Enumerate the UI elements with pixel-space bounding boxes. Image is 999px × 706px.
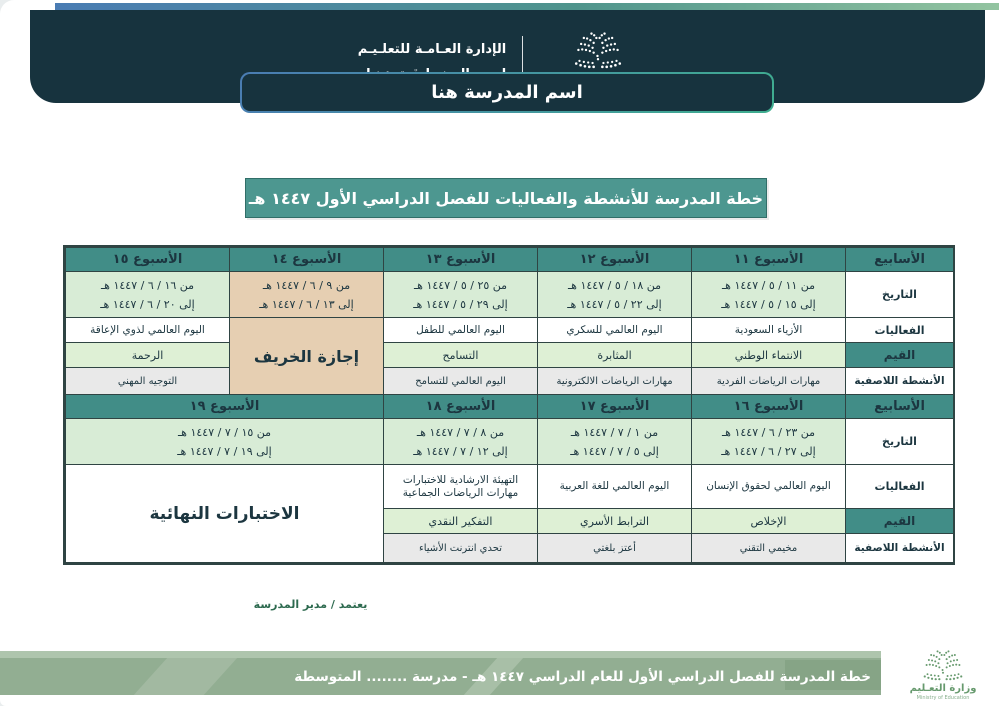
date-cell-week19 xyxy=(66,419,384,465)
date-to: إلى ١٩ / ٧ / ١٤٤٧ هـ xyxy=(177,444,272,458)
week-header-12: الأسبوع ١٢ xyxy=(538,248,692,272)
value-cell-week13: التسامح xyxy=(384,343,538,368)
week-header-14: الأسبوع ١٤ xyxy=(230,248,384,272)
date-to: إلى ١٢ / ٧ / ١٤٤٧ هـ xyxy=(413,444,508,458)
footer-ministry-name-ar: وزارة التعـليم xyxy=(909,683,977,694)
ministry-logo-dots-icon xyxy=(565,32,631,69)
date-cell-week13 xyxy=(384,272,538,318)
value-cell-week17: الترابط الأسري xyxy=(538,509,692,534)
plan-table-frame xyxy=(63,245,955,565)
week-header-16: الأسبوع ١٦ xyxy=(692,395,846,419)
row-label-extracurricular: الأنشطة اللاصفية xyxy=(846,368,954,395)
date-from: من ٢٣ / ٦ / ١٤٤٧ هـ xyxy=(721,425,816,439)
event-line-1: التهيئة الارشادية للاختبارات xyxy=(402,473,519,486)
date-from: من ١٥ / ٧ / ١٤٤٧ هـ xyxy=(177,425,272,439)
activity-cell-week16: مخيمي التقني xyxy=(692,534,846,563)
footer-band xyxy=(0,658,881,695)
admin-title: الإدارة العـامـة للتعلـيـم xyxy=(357,42,507,57)
row-label-weeks-2: الأسابيع xyxy=(846,395,954,419)
top-accent-strip xyxy=(55,3,999,10)
row-label-events-2: الفعاليات xyxy=(846,465,954,509)
event-cell-week18 xyxy=(384,465,538,509)
week-header-17: الأسبوع ١٧ xyxy=(538,395,692,419)
week-header-15: الأسبوع ١٥ xyxy=(66,248,230,272)
footer-ministry-name-en: Ministry of Education xyxy=(916,695,970,701)
footer-diagonal-decoration xyxy=(127,658,242,695)
date-from: من ٩ / ٦ / ١٤٤٧ هـ xyxy=(262,278,351,292)
date-to: إلى ٢٩ / ٥ / ١٤٤٧ هـ xyxy=(413,297,508,311)
event-cell-week15: اليوم العالمي لذوي الإعاقة xyxy=(66,318,230,343)
date-from: من ٨ / ٧ / ١٤٤٧ هـ xyxy=(416,425,505,439)
footer-ministry-logo xyxy=(893,650,993,701)
date-from: من ١٨ / ٥ / ١٤٤٧ هـ xyxy=(567,278,662,292)
activity-cell-week17: أعتز بلغتي xyxy=(538,534,692,563)
date-from: من ٢٥ / ٥ / ١٤٤٧ هـ xyxy=(413,278,508,292)
signature: يعتمد / مدير المدرسة xyxy=(253,598,368,611)
row-label-weeks: الأسابيع xyxy=(846,248,954,272)
activity-cell-week12: مهارات الرياضات الالكترونية xyxy=(538,368,692,395)
date-from: من ١١ / ٥ / ١٤٤٧ هـ xyxy=(721,278,816,292)
week-header-18: الأسبوع ١٨ xyxy=(384,395,538,419)
date-to: إلى ٢٧ / ٦ / ١٤٤٧ هـ xyxy=(721,444,816,458)
footer-text: خطة المدرسة للفصل الدراسي الأول للعام الدراسي ١٤٤٧ هـ - مدرسة ........ المتوسطة xyxy=(294,668,871,685)
date-to: إلى ٢٢ / ٥ / ١٤٤٧ هـ xyxy=(567,297,662,311)
activity-cell-week11: مهارات الرياضات الفردية xyxy=(692,368,846,395)
row-label-values: القيم xyxy=(846,343,954,368)
value-cell-week18: التفكير النقدي xyxy=(384,509,538,534)
event-cell-week12: اليوم العالمي للسكري xyxy=(538,318,692,343)
autumn-break-cell: إجازة الخريف xyxy=(230,318,384,395)
value-cell-week11: الانتماء الوطني xyxy=(692,343,846,368)
event-cell-week11: الأزياء السعودية xyxy=(692,318,846,343)
final-exams-cell: الاختبارات النهائية xyxy=(66,465,384,563)
row-label-events: الفعاليات xyxy=(846,318,954,343)
value-cell-week15: الرحمة xyxy=(66,343,230,368)
row-label-values-2: القيم xyxy=(846,509,954,534)
date-to: إلى ١٣ / ٦ / ١٤٤٧ هـ xyxy=(259,297,354,311)
date-from: من ١٦ / ٦ / ١٤٤٧ هـ xyxy=(100,278,195,292)
activity-cell-week18: تحدي انترنت الأشياء xyxy=(384,534,538,563)
date-from: من ١ / ٧ / ١٤٤٧ هـ xyxy=(570,425,659,439)
value-cell-week16: الإخلاص xyxy=(692,509,846,534)
row-label-date: التاريخ xyxy=(846,272,954,318)
value-cell-week12: المثابرة xyxy=(538,343,692,368)
date-to: إلى ١٥ / ٥ / ١٤٤٧ هـ xyxy=(721,297,816,311)
date-cell-week15 xyxy=(66,272,230,318)
date-cell-week11 xyxy=(692,272,846,318)
plan-title-banner: خطة المدرسة للأنشطة والفعاليات للفصل الدراسي الأول ١٤٤٧ هـ xyxy=(245,178,767,218)
plan-table xyxy=(65,247,954,563)
event-line-2: مهارات الرياضات الجماعية xyxy=(402,486,519,499)
activity-cell-week15: التوجيه المهني xyxy=(66,368,230,395)
event-cell-week17: اليوم العالمي للغة العربية xyxy=(538,465,692,509)
date-cell-week18 xyxy=(384,419,538,465)
row-label-date-2: التاريخ xyxy=(846,419,954,465)
date-cell-week12 xyxy=(538,272,692,318)
date-cell-week17 xyxy=(538,419,692,465)
date-to: إلى ٥ / ٧ / ١٤٤٧ هـ xyxy=(570,444,659,458)
school-name-box xyxy=(240,72,774,113)
school-name: اسم المدرسة هنا xyxy=(242,74,772,111)
event-cell-week16: اليوم العالمي لحقوق الإنسان xyxy=(692,465,846,509)
week-header-11: الأسبوع ١١ xyxy=(692,248,846,272)
week-header-13: الأسبوع ١٣ xyxy=(384,248,538,272)
date-cell-week14 xyxy=(230,272,384,318)
date-to: إلى ٢٠ / ٦ / ١٤٤٧ هـ xyxy=(100,297,195,311)
date-cell-week16 xyxy=(692,419,846,465)
footer-ministry-logo-dots-icon xyxy=(915,650,971,681)
week-header-19: الأسبوع ١٩ xyxy=(66,395,384,419)
event-cell-week13: اليوم العالمي للطفل xyxy=(384,318,538,343)
activity-cell-week13: اليوم العالمي للتسامح xyxy=(384,368,538,395)
row-label-extracurricular-2: الأنشطة اللاصفية xyxy=(846,534,954,563)
